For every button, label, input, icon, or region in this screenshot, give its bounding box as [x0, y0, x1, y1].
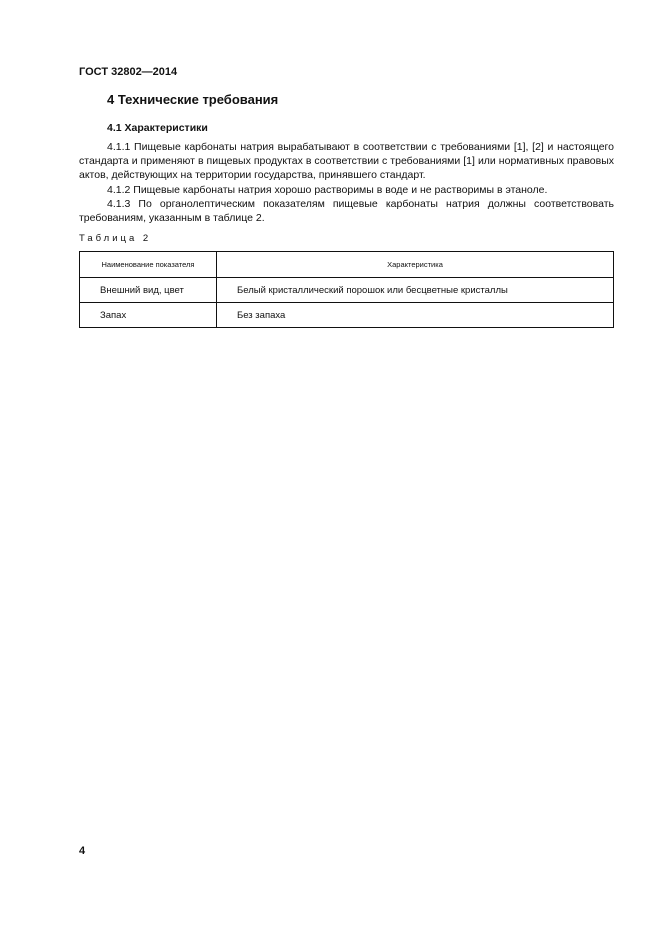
table-cell-characteristic: Без запаха	[217, 303, 614, 328]
table-cell-indicator: Запах	[80, 303, 217, 328]
table-row	[80, 303, 614, 328]
table-cell-characteristic: Белый кристаллический порошок или бесцветные кристаллы	[217, 278, 614, 303]
table-caption: Таблица 2	[79, 233, 152, 244]
header-characteristic: Характеристика	[217, 252, 614, 278]
document-header: ГОСТ 32802—2014	[79, 66, 178, 78]
page-number: 4	[79, 845, 86, 857]
table-row	[80, 278, 614, 303]
header-indicator-name: Наименование показателя	[80, 252, 217, 278]
subsection-title: 4.1 Характеристики	[107, 122, 208, 134]
paragraph-4-1-1: 4.1.1 Пищевые карбонаты натрия вырабатывают в соответствии с требованиями [1], [2] и настоящего стандарта и применяют в пищевых продуктах в соответствии с требованиями [1] или нормативных правовых актов, действующих на территории государства, принявшего стандарт.	[79, 141, 614, 182]
characteristics-table	[79, 251, 614, 328]
table-header-row	[80, 252, 614, 278]
paragraph-4-1-3: 4.1.3 По органолептическим показателям пищевые карбонаты натрия должны соответствовать требованиям, указанным в таблице 2.	[79, 197, 614, 225]
paragraph-4-1-2: 4.1.2 Пищевые карбонаты натрия хорошо растворимы в воде и не растворимы в этаноле.	[107, 183, 548, 196]
table-cell-indicator: Внешний вид, цвет	[80, 278, 217, 303]
section-title: 4 Технические требования	[107, 92, 279, 107]
body-text	[79, 140, 614, 225]
